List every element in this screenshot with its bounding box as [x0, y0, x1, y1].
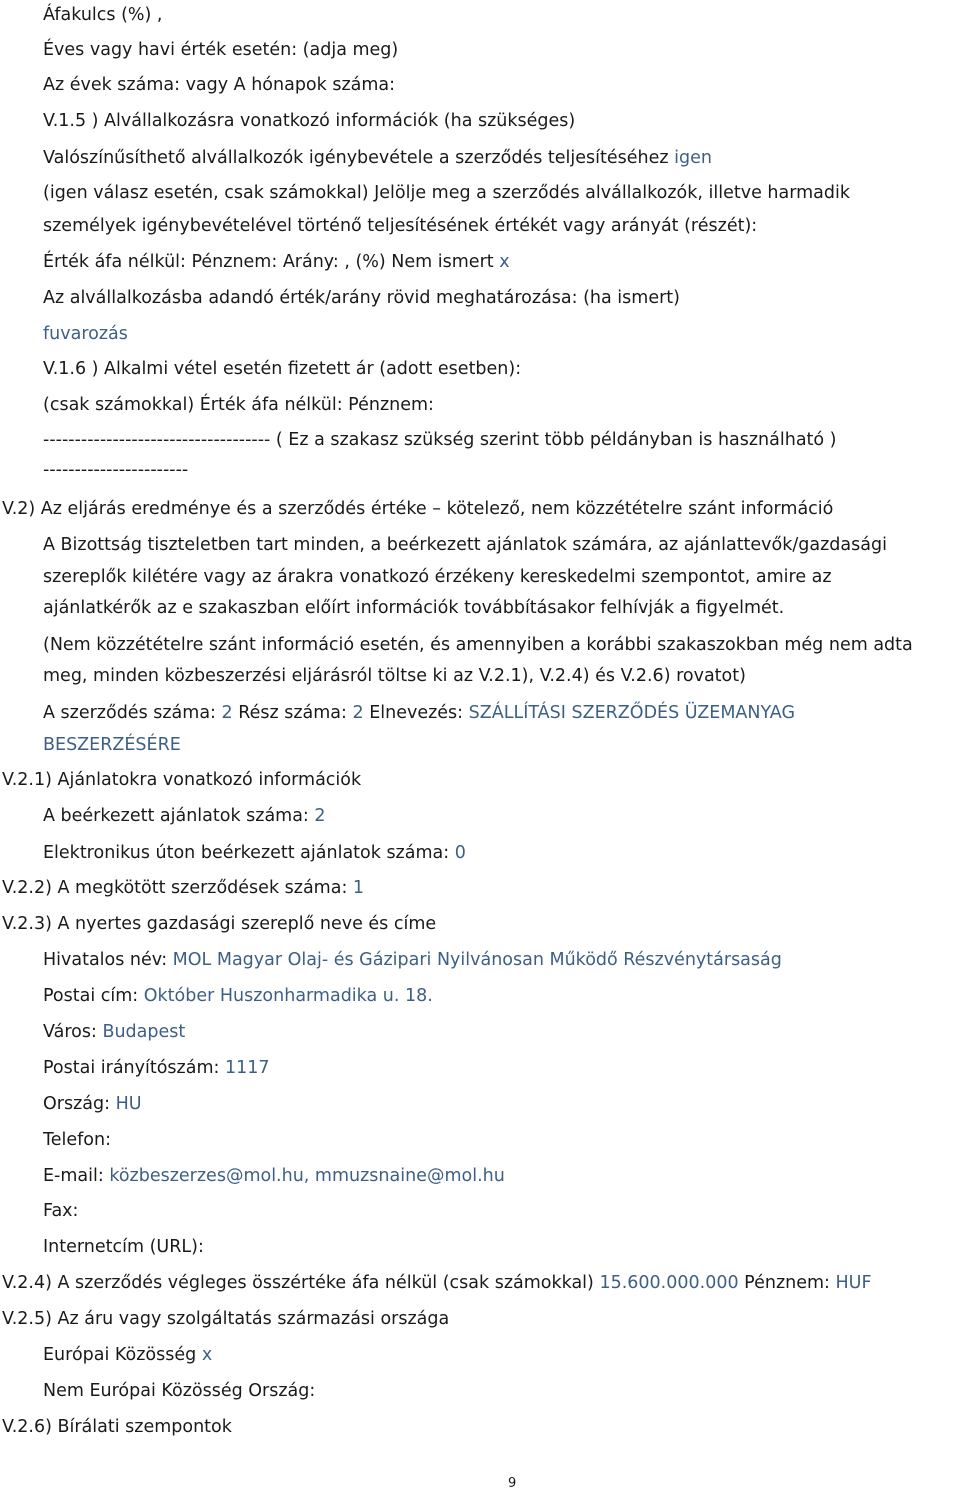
contracts-concluded-value: 1: [352, 878, 365, 898]
commission-note-line-3: ajánlatkérők az e szakaszban előírt információk továbbításakor felhívják a figyelmét.: [43, 598, 785, 618]
years-months-line: Az évek száma: vagy A hónapok száma:: [43, 75, 396, 95]
subcontract-description-value: fuvarozás: [43, 324, 128, 344]
page-number: 9: [508, 1476, 517, 1491]
subcontractor-instructions-line-2: személyek igénybevételével történő teljesítésének értékét vagy arányát (részét):: [43, 216, 758, 236]
value-currency-ratio-line: Érték áfa nélkül: Pénznem: Arány: , (%) Nem ismert x: [43, 252, 510, 272]
contract-number-value: 2: [221, 703, 233, 723]
section-v24-line: V.2.4) A szerződés végleges összértéke áfa nélkül (csak számokkal) 15.600.000.000 Pénznem: HUF: [2, 1273, 872, 1293]
subcontractor-instructions-line: (igen válasz esetén, csak számokkal) Jelölje meg a szerződés alvállalkozók, illetve harmadik: [43, 183, 850, 203]
subcontract-description-label: Az alvállalkozásba adandó érték/arány rövid meghatározása: (ha ismert): [43, 288, 680, 308]
final-value: 15.600.000.000: [599, 1273, 739, 1293]
commission-note-line-2: szereplők kilétére vagy az árakra vonatkozó érzékeny kereskedelmi szempontot, amire az: [43, 567, 832, 587]
fax-line: Fax:: [43, 1201, 79, 1221]
contract-title-value: SZÁLLÍTÁSI SZERZŐDÉS ÜZEMANYAG: [468, 703, 796, 723]
tenders-received-value: 2: [314, 806, 326, 826]
postal-code-line: Postai irányítószám: 1117: [43, 1058, 270, 1078]
city-line: Város: Budapest: [43, 1022, 186, 1042]
dash-separator: -----------------------: [43, 460, 189, 480]
section-v16-heading: V.1.6 ) Alkalmi vétel esetén fizetett ár (adott esetben):: [43, 359, 522, 379]
country-line: Ország: HU: [43, 1094, 142, 1114]
postal-address-value: Október Huszonharmadika u. 18.: [143, 986, 433, 1006]
city-value: Budapest: [102, 1022, 186, 1042]
price-line: (csak számokkal) Érték áfa nélkül: Pénznem:: [43, 395, 434, 415]
vat-rate-line: Áfakulcs (%) ,: [43, 5, 163, 25]
non-eu-origin-line: Nem Európai Közösség Ország:: [43, 1381, 316, 1401]
section-v21-heading: V.2.1) Ajánlatokra vonatkozó információk: [2, 770, 362, 790]
commission-note-line-1: A Bizottság tiszteletben tart minden, a beérkezett ajánlatok számára, az ajánlattevők/gazdasági: [43, 535, 887, 555]
contract-title-continued: BESZERZÉSÉRE: [43, 735, 181, 755]
tenders-received-line: A beérkezett ajánlatok száma: 2: [43, 806, 326, 826]
official-name-line: Hivatalos név: MOL Magyar Olaj- és Gázipari Nyilvánosan Működő Részvénytársaság: [43, 950, 782, 970]
eu-origin-mark: x: [201, 1345, 213, 1365]
section-v22-line: V.2.2) A megkötött szerződések száma: 1: [2, 878, 365, 898]
url-line: Internetcím (URL):: [43, 1237, 204, 1257]
lot-number-value: 2: [352, 703, 364, 723]
section-v23-heading: V.2.3) A nyertes gazdasági szereplő neve és címe: [2, 914, 437, 934]
postal-address-line: Postai cím: Október Huszonharmadika u. 18.: [43, 986, 433, 1006]
nonpublic-note-line-1: (Nem közzétételre szánt információ esetén, és amennyiben a korábbi szakaszokban még nem adta: [43, 635, 913, 655]
section-v15-heading: V.1.5 ) Alvállalkozásra vonatkozó információk (ha szükséges): [43, 111, 576, 131]
electronic-tenders-line: Elektronikus úton beérkezett ajánlatok száma: 0: [43, 843, 466, 863]
repeat-section-note: ------------------------------------ ( Ez a szakasz szükség szerint több példányban is használható ): [43, 430, 837, 450]
country-value: HU: [115, 1094, 142, 1114]
subcontractor-likely-line: Valószínűsíthető alvállalkozók igénybevétele a szerződés teljesítéséhez igen: [43, 148, 712, 168]
section-v26-heading: V.2.6) Bírálati szempontok: [2, 1417, 232, 1437]
phone-line: Telefon:: [43, 1130, 111, 1150]
contract-number-line: A szerződés száma: 2 Rész száma: 2 Elnevezés: SZÁLLÍTÁSI SZERZŐDÉS ÜZEMANYAG: [43, 703, 796, 723]
subcontractor-likely-value: igen: [674, 148, 712, 168]
section-v25-heading: V.2.5) Az áru vagy szolgáltatás származási országa: [2, 1309, 450, 1329]
section-v2-heading: V.2) Az eljárás eredménye és a szerződés értéke – kötelező, nem közzétételre szánt információ: [2, 499, 834, 519]
currency-value: HUF: [835, 1273, 872, 1293]
email-value: közbeszerzes@mol.hu, mmuzsnaine@mol.hu: [109, 1166, 505, 1186]
annual-monthly-line: Éves vagy havi érték esetén: (adja meg): [43, 40, 399, 60]
electronic-tenders-value: 0: [454, 843, 466, 863]
official-name-value: MOL Magyar Olaj- és Gázipari Nyilvánosan Működő Részvénytársaság: [172, 950, 782, 970]
unknown-mark: x: [499, 252, 510, 272]
eu-origin-line: Európai Közösség x: [43, 1345, 213, 1365]
postal-code-value: 1117: [224, 1058, 270, 1078]
nonpublic-note-line-2: meg, minden közbeszerzési eljárásról töltse ki az V.2.1), V.2.4) és V.2.6) rovatot): [43, 666, 746, 686]
email-line: E-mail: közbeszerzes@mol.hu, mmuzsnaine@mol.hu: [43, 1166, 505, 1186]
